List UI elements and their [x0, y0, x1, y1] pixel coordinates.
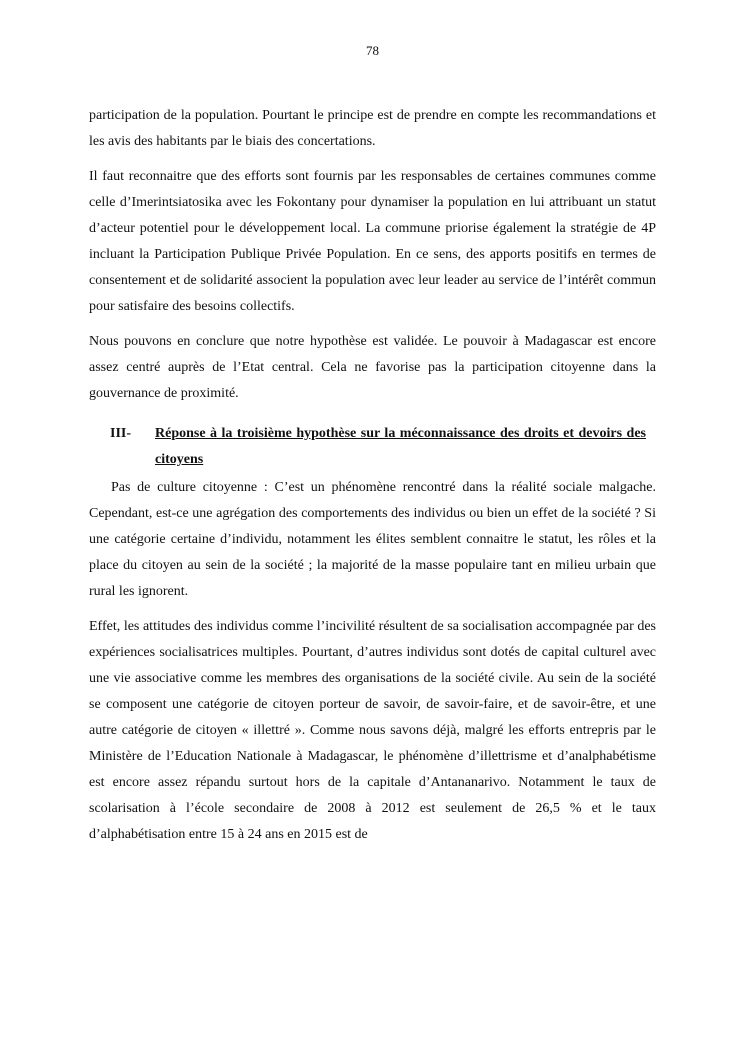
document-body [89, 103, 656, 848]
paragraph-3: Nous pouvons en conclure que notre hypothèse est validée. Le pouvoir à Madagascar est encore assez centré auprès de l’Etat central. Cela ne favorise pas la participation citoyenne dans la gouvernance de proximité. [89, 334, 656, 401]
paragraph-4: Pas de culture citoyenne : C’est un phénomène rencontré dans la réalité sociale malgache. Cependant, est-ce une agrégation des comportements des individus ou bien un effet de la société ? Si une catégorie certaine d’individu, notamment les élites semblent connaitre le statut, les rôles et la place du citoyen au sein de la société ; la majorité de la masse populaire tant en milieu urbain que rural les ignorent. [89, 480, 656, 599]
section-number: III- [110, 426, 132, 441]
section-title: Réponse à la troisième hypothèse sur la méconnaissance des droits et devoirs des citoyens [155, 426, 646, 467]
page-number: 78 [366, 43, 379, 58]
paragraph-5: Effet, les attitudes des individus comme l’incivilité résultent de sa socialisation accompagnée par des expériences socialisatrices multiples. Pourtant, d’autres individus sont dotés de capital culturel avec une vie associative comme les membres des organisations de la société civile. Au sein de la société se composent une catégorie de citoyen porteur de savoir, de savoir-faire, et de savoir-être, et une autre catégorie de citoyen « illettré ». Comme nous savons déjà, malgré les efforts entrepris par le Ministère de l’Education Nationale à Madagascar, le phénomène d’illettrisme et d’analphabétisme est encore assez répandu surtout hors de la capitale d’Antananarivo. Notamment le taux de scolarisation à l’école secondaire de 2008 à 2012 est seulement de 26,5 % et le taux d’alphabétisation entre 15 à 24 ans en 2015 est de [89, 619, 656, 842]
paragraph-2: Il faut reconnaitre que des efforts sont fournis par les responsables de certaines communes comme celle d’Imerintsiatosika avec les Fokontany pour dynamiser la population en lui attribuant un statut d’acteur potentiel pour le développement local. La commune priorise également la stratégie de 4P incluant la Participation Publique Privée Population. En ce sens, des apports positifs en termes de consentement et de solidarité associent la population avec leur leader au service de l’intérêt commun pour satisfaire des besoins collectifs. [89, 169, 656, 314]
section-heading [89, 421, 656, 473]
paragraph-1: participation de la population. Pourtant le principe est de prendre en compte les recommandations et les avis des habitants par le biais des concertations. [89, 108, 656, 149]
